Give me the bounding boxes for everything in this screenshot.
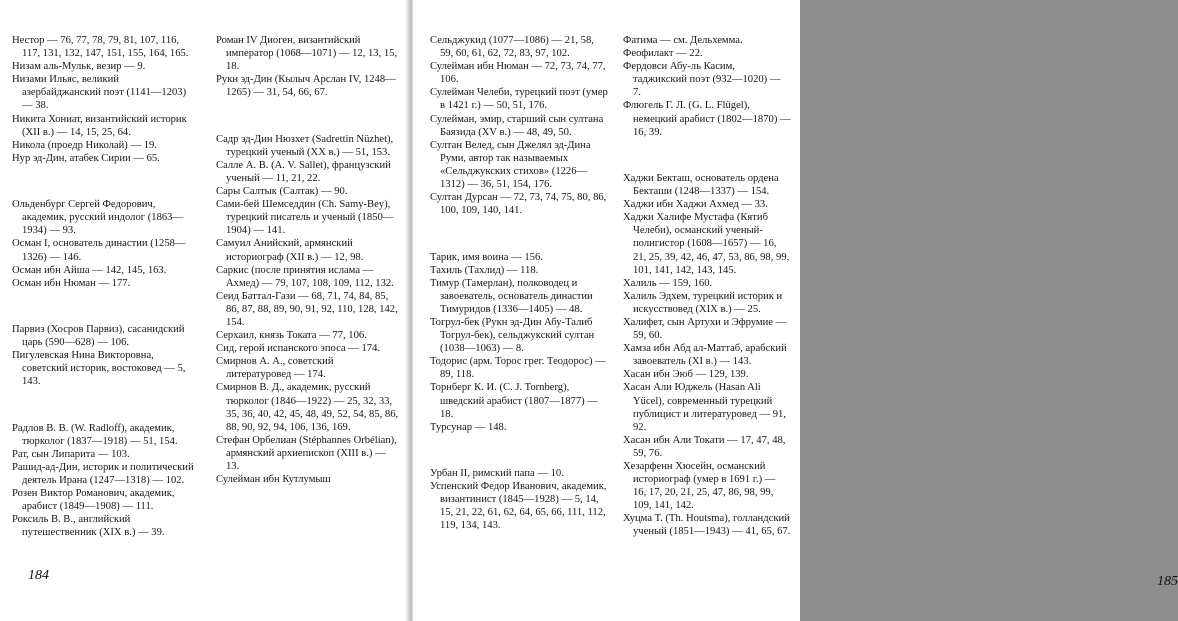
index-entry: Стефан Орбелиан (Stéphannes Orbélian), армянский архиепископ (XIII в.) — 13. xyxy=(216,434,397,472)
index-entry: Смирнов А. А., советский литературовед — 174. xyxy=(216,356,334,381)
section-spacer xyxy=(430,444,608,456)
right-page-column-1 xyxy=(430,34,608,532)
index-entry: Осман ибн Айша — 142, 145, 163. xyxy=(12,264,167,276)
index-entry: Торнберг К. И. (C. J. Tornberg), шведский арабист (1807—1877) — 18. xyxy=(430,382,598,420)
section-spacer xyxy=(430,228,608,240)
index-entry: Халифет, сын Артухи и Эфрумие — 59, 60. xyxy=(623,316,787,342)
index-entry: Роман IV Диоген, византийский император (1068—1071) — 12, 13, 15, 18. xyxy=(216,35,398,73)
index-entry: Сами-бей Шемседдин (Ch. Samy-Bey), турецкий писатель и ученый (1850—1904) — 141. xyxy=(216,199,394,237)
index-entry: Хаджи ибн Хаджи Ахмед — 33. xyxy=(623,199,768,211)
index-entry: Флюгель Г. Л. (G. L. Flügel), немецкий арабист (1802—1870) — 16, 39. xyxy=(623,100,791,138)
index-entry: Осман ибн Нюман — 177. xyxy=(12,277,131,289)
index-entry: Нур эд-Дин, атабек Сирии — 65. xyxy=(12,152,160,164)
index-entry: Розен Виктор Романович, академик, арабист (1849—1908) — 111. xyxy=(12,488,175,513)
left-page xyxy=(0,0,412,621)
index-entry: Сулейман ибн Нюман — 72, 73, 74, 77, 106. xyxy=(430,61,606,86)
index-entry: Сары Салтык (Салтак) — 90. xyxy=(216,186,348,198)
index-entry: Роксиль В. В., английский путешественник (XIX в.) — 39. xyxy=(12,514,165,539)
page-number-left: 184 xyxy=(28,568,49,583)
index-entry: Низам аль-Мульк, везир — 9. xyxy=(12,61,146,73)
index-entry: Радлов В. В. (W. Radloff), академик, тюрколог (1837—1918) — 51, 154. xyxy=(12,422,178,447)
index-entry: Тодорис (арм. Торос грег. Теодорос) — 89, 118. xyxy=(430,356,606,381)
index-entry: Рат, сын Липарита — 103. xyxy=(12,448,130,460)
index-entry: Низами Ильяс, великий азербайджанский поэт (1141—1203) — 38. xyxy=(12,74,187,112)
index-entry: Осман I, основатель династии (1258—1326) — 146. xyxy=(12,238,186,263)
section-spacer xyxy=(12,399,198,411)
index-entry: Турсунар — 148. xyxy=(430,421,507,433)
index-entry: Урбан II, римский папа — 10. xyxy=(430,468,564,479)
index-entry: Халиль — 159, 160. xyxy=(623,277,713,289)
index-entry: Тарик, имя воина — 156. xyxy=(430,251,543,263)
index-entry: Хасан ибн Эюб — 129, 139. xyxy=(623,369,749,381)
index-entry: Саркис (после принятия ислама — Ахмед) — 79, 107, 108, 109, 112, 132. xyxy=(216,264,394,289)
index-entry: Никита Хониат, византийский историк (XII в.) — 14, 15, 25, 64. xyxy=(12,113,187,138)
page-number-right: 185 xyxy=(1157,574,1178,589)
section-spacer xyxy=(12,176,198,188)
index-entry: Сид, герой испанского эпоса — 174. xyxy=(216,343,381,355)
index-entry: Хаджи Халифе Мустафа (Кятиб Челеби), османский ученый-полигистор (1608—1657) — 16, 21, 25, 39, 42, 46, 47, 53, 86, 98, 99, 101, 141, 142, 143, 145. xyxy=(623,212,790,276)
index-entry: Садр эд-Дин Нюзхет (Sadrettin Nüzhet), турецкий ученый (XX в.) — 51, 153. xyxy=(216,133,394,158)
index-entry: Хезарфенн Хюсейн, османский историограф (умер в 1691 г.) — 16, 17, 20, 21, 25, 47, 86, 98, 99, 109, 141, 142. xyxy=(623,461,776,512)
left-page-column-2 xyxy=(216,34,399,486)
index-entry: Салле А. В. (A. V. Sallet), французский ученый — 11, 21, 22. xyxy=(216,159,391,184)
index-entry: Самуил Анийский, армянский историограф (XII в.) — 12, 98. xyxy=(216,238,364,263)
index-entry: Хаджи Бекташ, основатель ордена Бекташи (1248—1337) — 154. xyxy=(623,172,779,198)
index-entry: Хамза ибн Абд ал-Маттаб, арабский завоеватель (XI в.) — 143. xyxy=(623,343,787,368)
section-spacer xyxy=(216,110,399,122)
index-entry: Парвиз (Хосров Парвиз), сасанидский царь (590—628) — 106. xyxy=(12,323,185,349)
index-entry: Тимур (Тамерлан), полководец и завоеватель, основатель династии Тимуридов (1336—1405) — 48. xyxy=(430,277,593,315)
right-page-column-2 xyxy=(623,34,791,539)
index-entry: Ольденбург Сергей Федорович, академик, русский индолог (1863—1934) — 93. xyxy=(12,199,184,237)
index-entry: Нестор — 76, 77, 78, 79, 81, 107, 116, 117, 131, 132, 147, 151, 155, 164, 165. xyxy=(12,35,189,60)
index-entry: Успенский Федор Иванович, академик, византинист (1845—1928) — 5, 14, 15, 21, 22, 61, 62, 64, 65, 66, 111, 112, 119, 134, 143. xyxy=(430,481,607,532)
index-entry: Хасан ибн Али Токати — 17, 47, 48, 59, 76. xyxy=(623,434,786,459)
index-entry: Тогрул-бек (Рукн эд-Дин Абу-Талиб Тогрул-бек), сельджукский султан (1038—1063) — 8. xyxy=(430,316,595,355)
index-entry: Фатима — см. Дельхемма. xyxy=(623,35,743,46)
index-entry: Никола (проедр Николай) — 19. xyxy=(12,139,157,151)
section-spacer xyxy=(623,149,791,161)
index-entry: Тахиль (Тахлид) — 118. xyxy=(430,264,539,276)
index-entry: Султан Велед, сын Джелял эд-Дина Руми, автор так называемых «Сельджукских стихов» (1226—1312) — 36, 51, 154, 176. xyxy=(430,139,591,191)
index-entry: Рукн эд-Дин (Кылыч Арслан IV, 1248—1265) — 31, 54, 66, 67. xyxy=(216,74,396,99)
index-entry: Халиль Эдхем, турецкий историк и искусствовед (XIX в.) — 25. xyxy=(623,290,783,315)
index-entry: Сулейман Челеби, турецкий поэт (умер в 1421 г.) — 50, 51, 176. xyxy=(430,87,608,112)
index-entry: Султан Дурсан — 72, 73, 74, 75, 80, 86, 100, 109, 140, 141. xyxy=(430,192,607,217)
index-entry: Смирнов В. Д., академик, русский тюрколог (1846—1922) — 25, 32, 33, 35, 36, 40, 42, 45, 48, 49, 52, 54, 85, 86, 88, 90, 92, 94, 106, 136, 169. xyxy=(216,382,399,433)
index-entry: Хуцма Т. (Th. Houtsma), голландский ученый (1851—1943) — 41, 65, 67. xyxy=(623,513,791,538)
index-entry: Сеид Баттал-Гази — 68, 71, 74, 84, 85, 86, 87, 88, 89, 90, 91, 92, 110, 128, 142, 154. xyxy=(216,290,398,328)
index-entry: Сельджукид (1077—1086) — 21, 58, 59, 60, 61, 62, 72, 83, 97, 102. xyxy=(430,35,594,60)
index-entry: Фердовси Абу-ль Касим, таджикский поэт (932—1020) — 7. xyxy=(623,61,781,99)
index-entry: Серхаил, князь Токата — 77, 106. xyxy=(216,330,367,342)
index-entry: Хасан Али Юджель (Hasan Ali Yücel), современный турецкий публицист и литературовед — 91, 92. xyxy=(623,382,786,433)
index-entry: Сулейман ибн Кутлумыш xyxy=(216,474,331,486)
index-entry: Пигулевская Нина Викторовна, советский историк, востоковед — 5, 143. xyxy=(12,350,186,388)
left-page-column-1 xyxy=(12,34,198,539)
index-entry: Феофилакт — 22. xyxy=(623,48,703,60)
section-spacer xyxy=(12,300,198,312)
index-entry: Сулейман, эмир, старший сын султана Баязида (XV в.) — 48, 49, 50. xyxy=(430,113,604,138)
index-entry: Рашид-ад-Дин, историк и политический деятель Ирана (1247—1318) — 102. xyxy=(12,461,194,486)
